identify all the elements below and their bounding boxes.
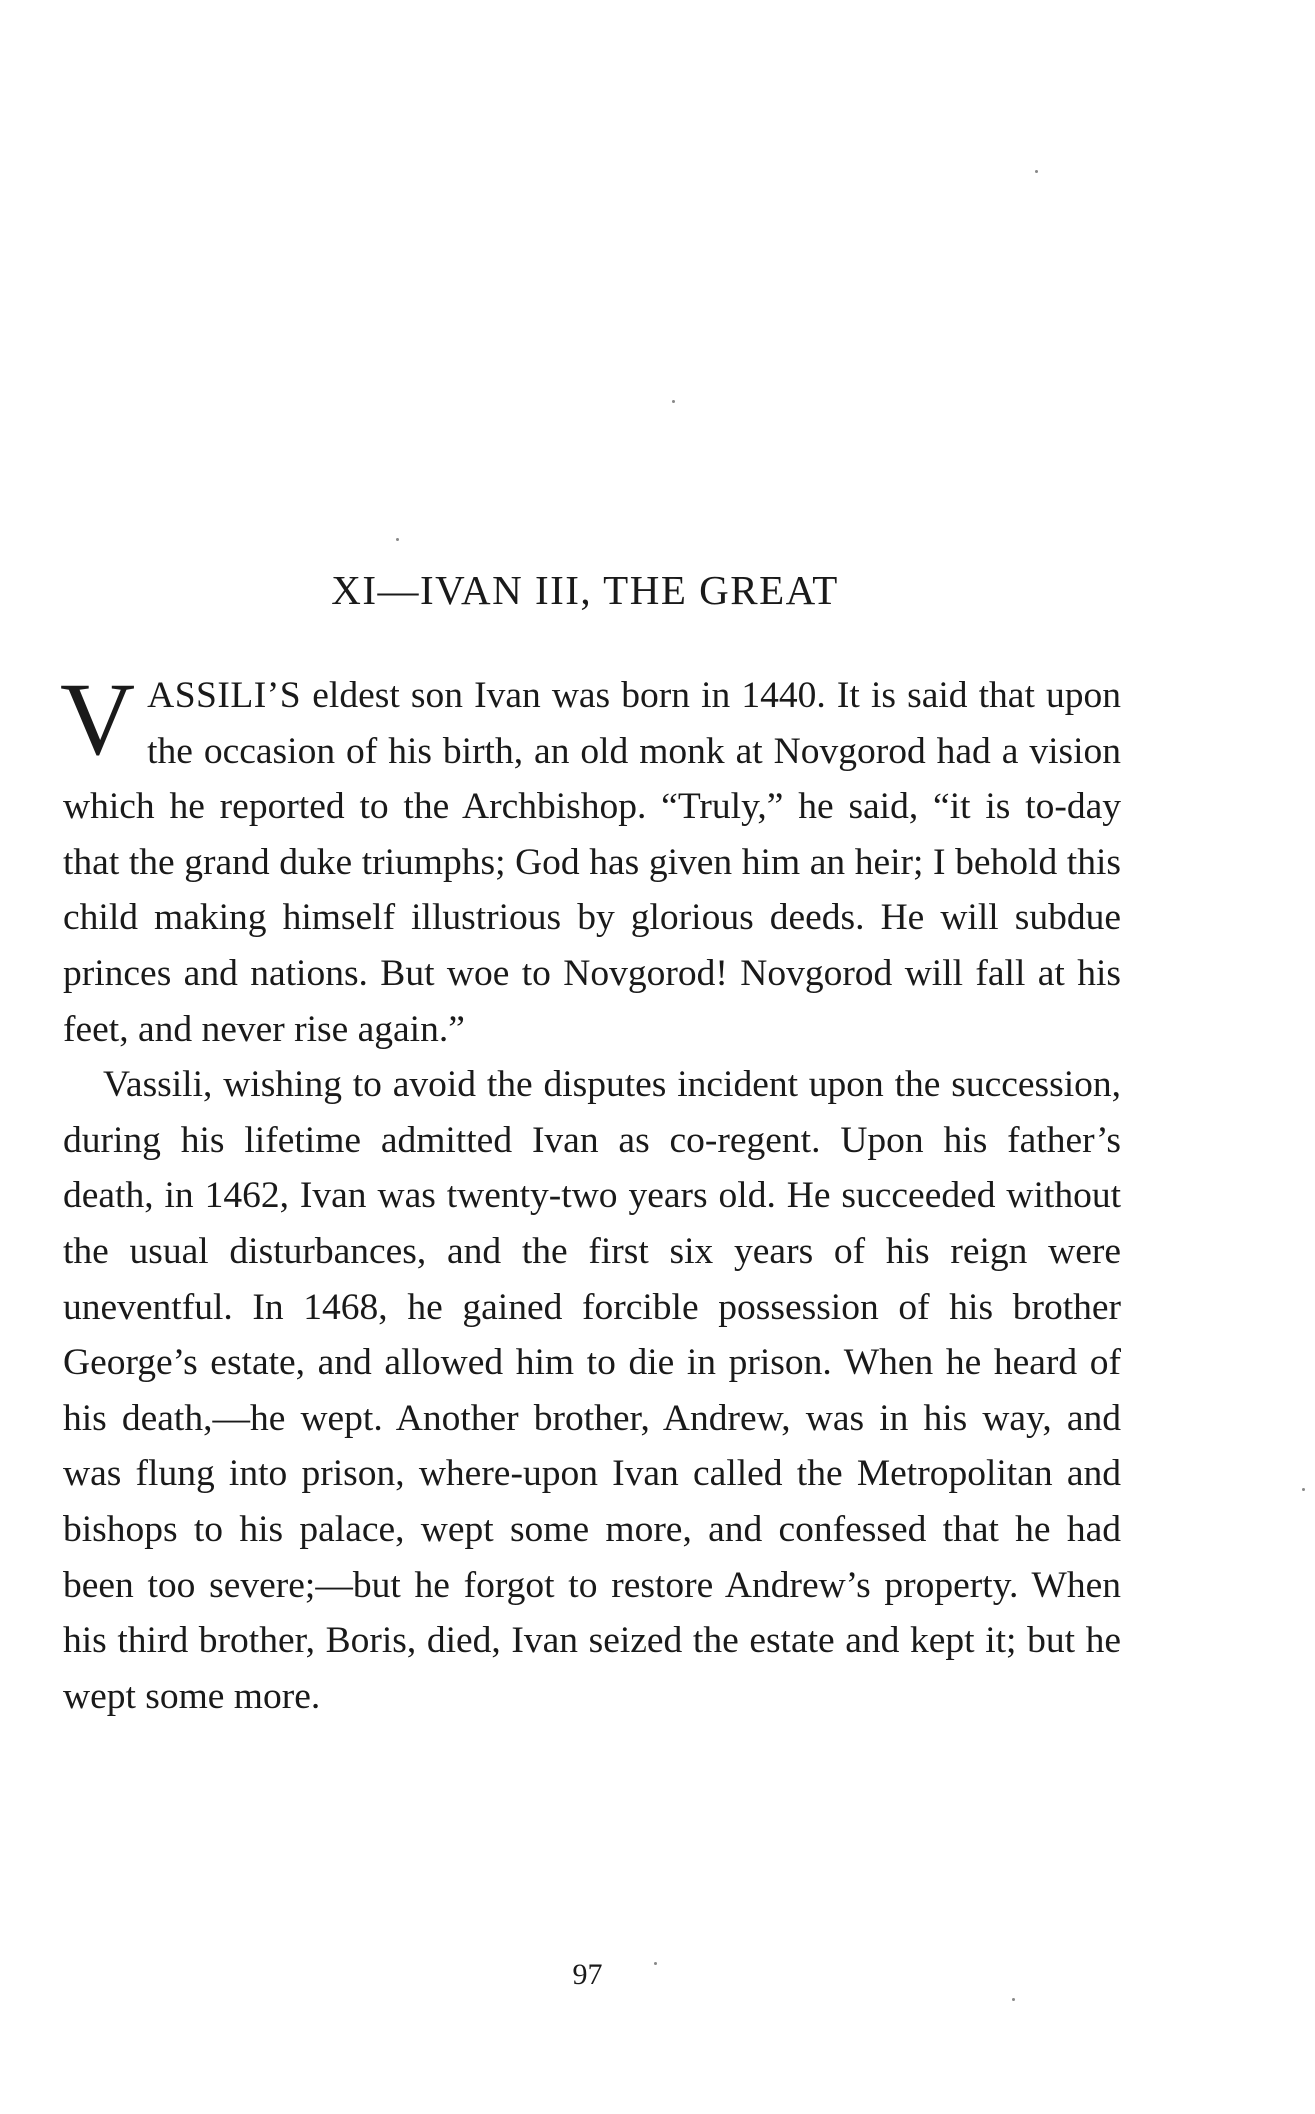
- chapter-title: XI—IVAN III, THE GREAT: [331, 567, 839, 613]
- scan-speck: [1035, 170, 1038, 173]
- scan-speck: [1302, 1488, 1305, 1491]
- paragraph-lead-word: ASSILI’S: [147, 675, 302, 716]
- paragraph-first-text: eldest son Ivan was born in 1440. It is said that upon the occasion of his birth, an old monk at Novgorod had a vision which he reported to the Archbishop. “Truly,” he said, “it is to-day that the grand duke triumphs; God has given him an heir; I behold this child making himself illustrious by glorious deeds. He will subdue princes and nations. But woe to Novgorod! Novgorod will fall at his feet, and never rise again.”: [63, 675, 1121, 1050]
- scan-speck: [654, 1962, 657, 1965]
- scan-speck: [396, 538, 399, 541]
- body-text: [60, 662, 1121, 1724]
- scan-speck: [672, 400, 675, 403]
- drop-cap: V: [60, 662, 136, 777]
- paragraph-first: [60, 662, 1121, 1057]
- page-number: 97: [572, 1958, 603, 1991]
- paragraph-second: Vassili, wishing to avoid the disputes incident upon the succession, during his lifetime admitted Ivan as co-regent. Upon his father’s death, in 1462, Ivan was twenty-two years old. He succeeded without the usual disturbances, and the first six years of his reign were uneventful. In 1468, he gained forcible possession of his brother George’s estate, and allowed him to die in prison. When he heard of his death,—he wept. Another brother, Andrew, was in his way, and was flung into prison, where-upon Ivan called the Metropolitan and bishops to his palace, wept some more, and confessed that he had been too severe;—but he forgot to restore Andrew’s property. When his third brother, Boris, died, Ivan seized the estate and kept it; but he wept some more.: [63, 1064, 1121, 1717]
- scan-speck: [1012, 1998, 1015, 2001]
